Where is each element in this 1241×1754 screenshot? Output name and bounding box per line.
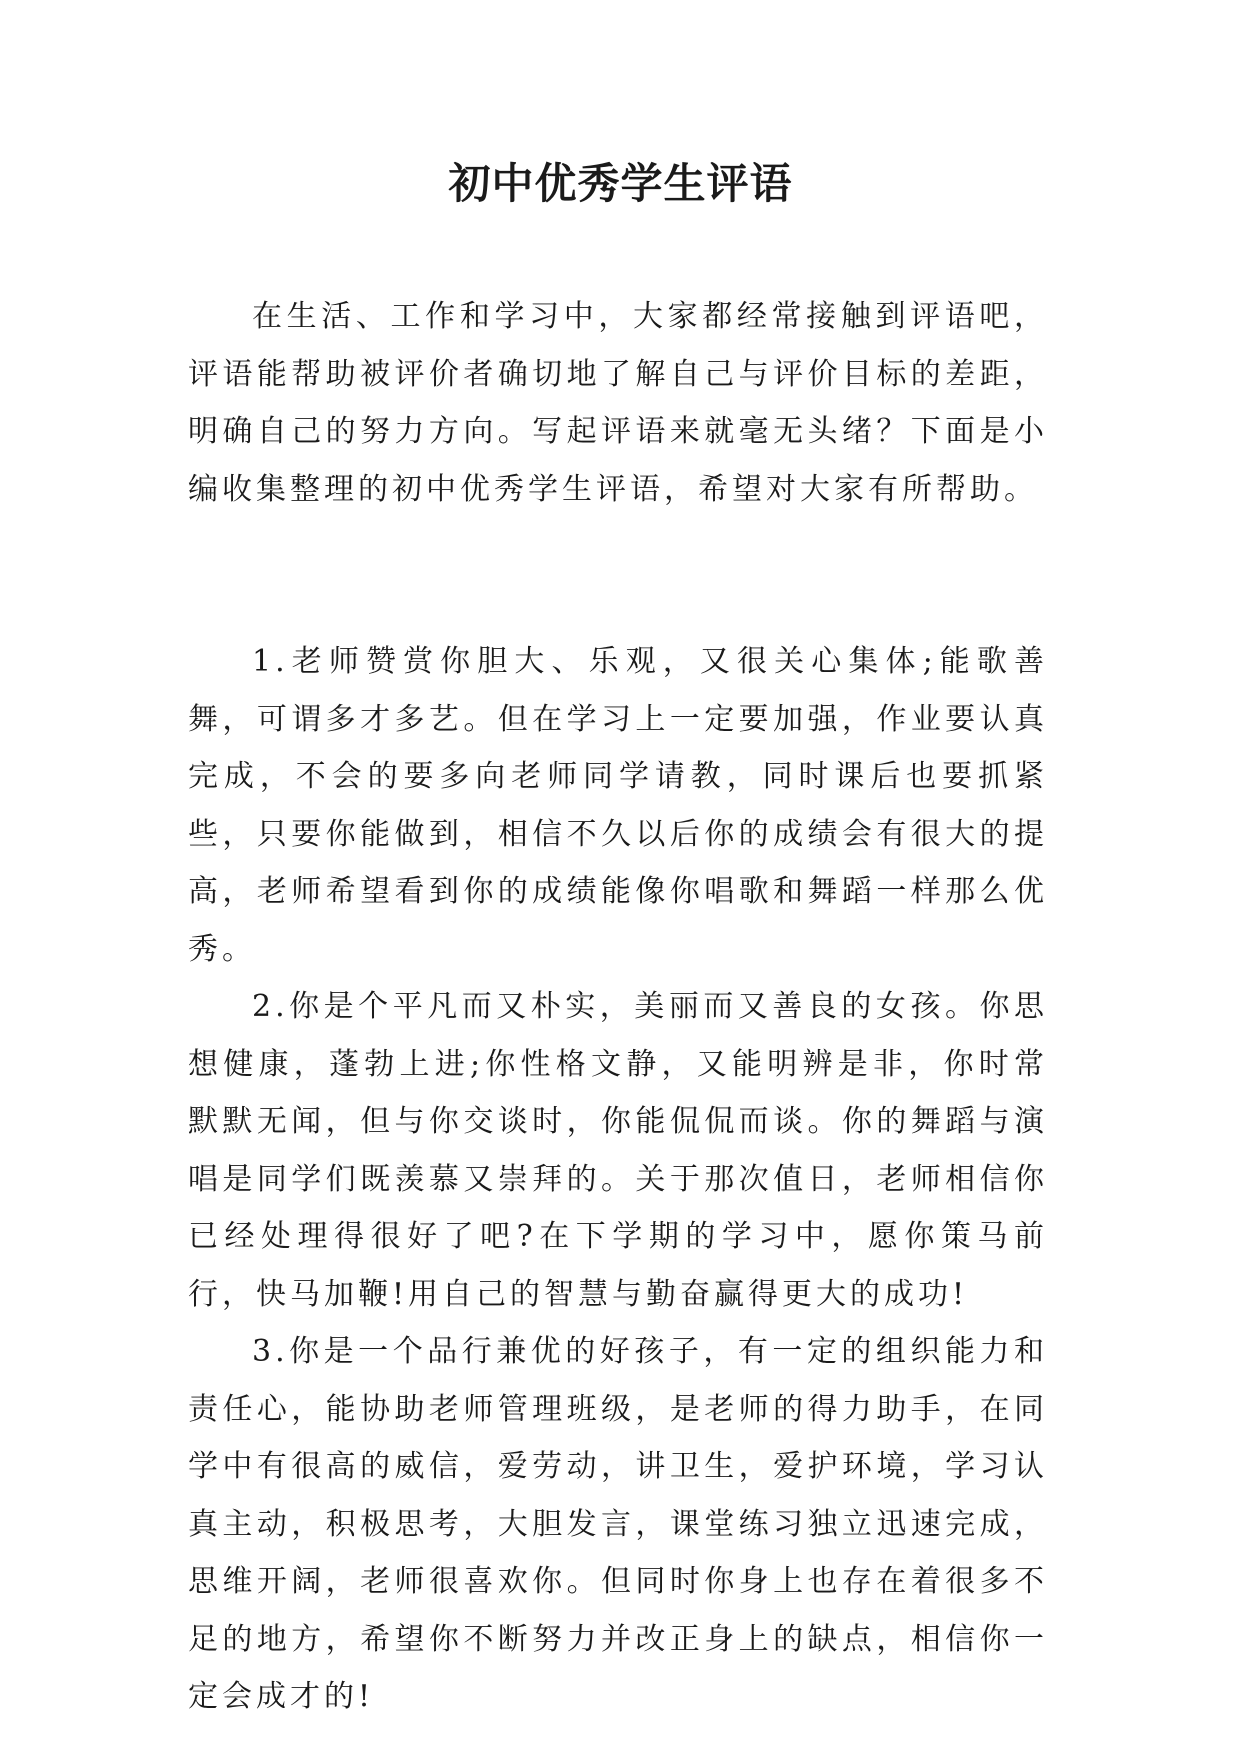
intro-paragraph: 在生活、工作和学习中，大家都经常接触到评语吧，评语能帮助被评价者确切地了解自己与评价目标的差距，明确自己的努力方向。写起评语来就毫无头绪？下面是小编收集整理的初中优秀学生评语，希望对大家有所帮助。: [188, 299, 1048, 507]
document-body: [188, 288, 1048, 1726]
document-title: 初中优秀学生评语: [448, 159, 793, 208]
comment-paragraph-3: 3.你是一个品行兼优的好孩子，有一定的组织能力和责任心，能协助老师管理班级，是老师的得力助手，在同学中有很高的威信，爱劳动，讲卫生，爱护环境，学习认真主动，积极思考，大胆发言，课堂练习独立迅速完成，思维开阔，老师很喜欢你。但同时你身上也存在着很多不足的地方，希望你不断努力并改正身上的缺点，相信你一定会成才的!: [188, 1334, 1048, 1714]
comment-paragraph-2: 2.你是个平凡而又朴实，美丽而又善良的女孩。你思想健康，蓬勃上进;你性格文静，又能明辨是非，你时常默默无闻，但与你交谈时，你能侃侃而谈。你的舞蹈与演唱是同学们既羡慕又崇拜的。关于那次值日，老师相信你已经处理得很好了吧?在下学期的学习中，愿你策马前行，快马加鞭!用自己的智慧与勤奋赢得更大的成功!: [188, 989, 1048, 1312]
comment-paragraph-1: 1.老师赞赏你胆大、乐观，又很关心集体;能歌善舞，可谓多才多艺。但在学习上一定要加强，作业要认真完成，不会的要多向老师同学请教，同时课后也要抓紧些，只要你能做到，相信不久以后你的成绩会有很大的提高，老师希望看到你的成绩能像你唱歌和舞蹈一样那么优秀。: [188, 644, 1048, 967]
